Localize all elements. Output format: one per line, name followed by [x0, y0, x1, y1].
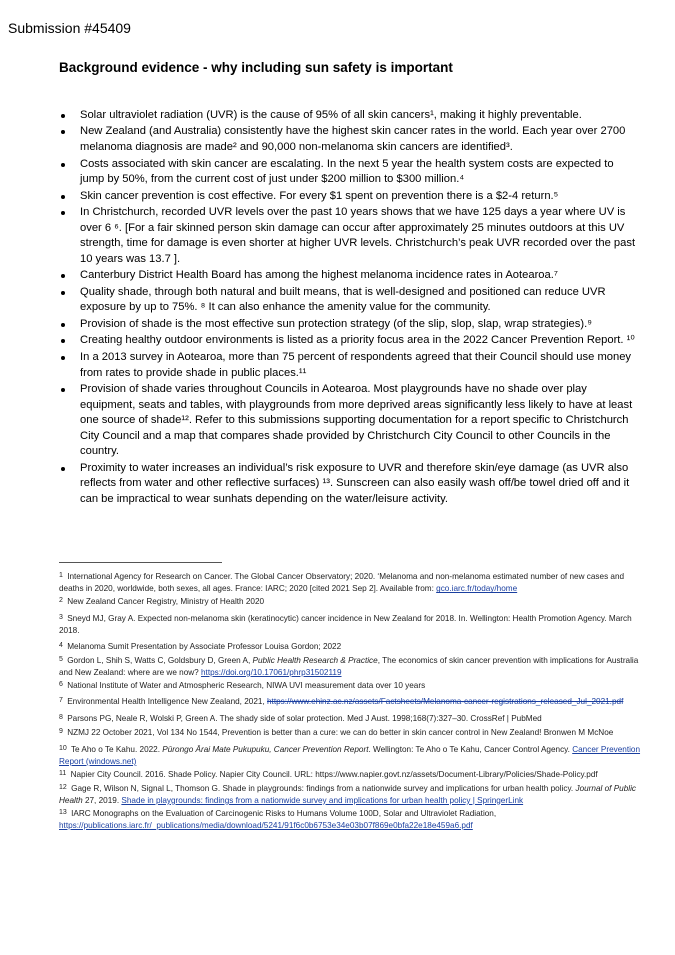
footnote-4 — [59, 641, 649, 653]
footnote-text: , The economics of skin cancer prevention with implications for Australia and New Zealand: where are we now? — [59, 655, 639, 677]
footnote-number: 9 — [59, 727, 63, 735]
footnote-number: 7 — [59, 697, 63, 705]
footnote-text: IARC Monographs on the Evaluation of Carcinogenic Risks to Humans Volume 100D, Solar and Ultraviolet Radiation, — [71, 808, 497, 818]
footnote-divider — [59, 562, 222, 563]
footnote-2 — [59, 596, 649, 608]
footnote-5 — [59, 655, 649, 678]
footnote-6 — [59, 680, 649, 692]
bullet-item: Canterbury District Health Board has among the highest melanoma incidence rates in Aotearoa.⁷ — [60, 268, 638, 284]
footnote-9 — [59, 727, 649, 739]
footnote-number: 4 — [59, 641, 63, 649]
bullet-item: Skin cancer prevention is cost effective. For every $1 spent on prevention there is a $2-4 return.⁵ — [60, 189, 638, 205]
footnote-number: 3 — [59, 613, 63, 621]
footnote-text: . Wellington: Te Aho o Te Kahu, Cancer Control Agency. — [368, 744, 573, 754]
footnote-7 — [59, 696, 649, 708]
bullet-item: Proximity to water increases an individual’s risk exposure to UVR and therefore skin/eye damage (as UVR also reflects from water and other reflective surfaces) ¹³. Sunscreen can also easily wash off/be towel dried off and it can be impractical to wear sunhats depending on the water/leisure activity. — [60, 461, 638, 508]
journal-title: Journal of Public Health — [59, 783, 637, 805]
footnote-8 — [59, 713, 649, 725]
footnotes — [59, 571, 649, 833]
footnote-text: Gordon L, Shih S, Watts C, Goldsbury D, Green A, — [67, 655, 253, 665]
footnote-13 — [59, 808, 649, 831]
footnote-link[interactable]: gco.iarc.fr/today/home — [436, 584, 518, 594]
footnote-number: 6 — [59, 680, 63, 688]
journal-title: Public Health Research & Practice — [252, 655, 378, 665]
bullet-item: In Christchurch, recorded UVR levels over the past 10 years shows that we have 125 days a year where UV is over 6 ⁶. [For a fair skinned person skin damage can occur after approximately 25 minutes outdoors at this UV strength, time for damage is even shorter at higher UVR levels. Christchurch’s peak UVR recorded over the past 10 years was 13.7 ]. — [60, 205, 638, 267]
footnote-text: Sneyd MJ, Gray A. Expected non-melanoma skin (keratinocytic) cancer incidence in New Zealand for 2018. In. Wellington: Health Promotion Agency. March 2018. — [59, 613, 632, 635]
footnote-11 — [59, 769, 649, 781]
footnote-number: 1 — [59, 572, 63, 579]
footnote-text: Parsons PG, Neale R, Wolski P, Green A. The shady side of solar protection. Med J Aust. 1998;168(7):327–30. CrossRef | PubMed — [67, 714, 542, 724]
footnote-link[interactable]: https://doi.org/10.17061/phrp31502119 — [201, 667, 342, 677]
footnote-number: 10 — [59, 744, 67, 752]
footnote-text: Te Aho o Te Kahu. 2022. — [70, 744, 163, 754]
footnote-number: 2 — [59, 597, 63, 604]
bullet-item: New Zealand (and Australia) consistently have the highest skin cancer rates in the world. Each year over 2700 melanoma diagnosis are made² and 90,000 non-melanoma skin cancers are identified³. — [60, 124, 638, 155]
footnote-text: National Institute of Water and Atmospheric Research, NIWA UVI measurement data over 10 years — [67, 680, 426, 690]
footnote-text: Melanoma Sumit Presentation by Associate Professor Louisa Gordon; 2022 — [67, 641, 342, 651]
report-title: Pūrongo Ārai Mate Pukupuku, Cancer Prevention Report — [162, 744, 369, 754]
bullet-item: Provision of shade varies throughout Councils in Aotearoa. Most playgrounds have no shade over play equipment, seats and tables, with playgrounds from more deprived areas significantly less likely to have at least one source of shade¹². Refer to this submissions supporting documentation for a report specific to Christchurch City Council and a map that compares shade provided by Christchurch City Council to other Councils in the country. — [60, 382, 638, 460]
footnote-link[interactable]: https://www.ehinz.ac.nz/assets/Factsheets/Melanoma-cancer-registrations_released_Jul_2021.pdf — [267, 697, 624, 707]
bullet-item: In a 2013 survey in Aotearoa, more than 75 percent of respondents agreed that their Council should use money from rates to provide shade in public places.¹¹ — [60, 350, 638, 381]
footnote-text: Gage R, Wilson N, Signal L, Thomson G. Shade in playgrounds: findings from a nationwide survey and implications for urban health policy. — [71, 783, 576, 793]
footnote-text: Napier City Council. 2016. Shade Policy. Napier City Council. URL: https://www.napier.govt.nz/assets/Document-Library/Policies/Shade-Policy.pdf — [70, 769, 598, 779]
footnote-10 — [59, 744, 649, 767]
section-heading: Background evidence - why including sun safety is important — [59, 60, 453, 75]
footnote-3 — [59, 613, 649, 636]
bullet-item: Solar ultraviolet radiation (UVR) is the cause of 95% of all skin cancers¹, making it highly preventable. — [60, 108, 638, 124]
footnote-1 — [59, 571, 649, 594]
evidence-list — [60, 108, 638, 509]
footnote-12 — [59, 783, 649, 806]
footnote-number: 11 — [59, 769, 67, 777]
bullet-item: Quality shade, through both natural and built means, that is well-designed and positioned can reduce UVR exposure by up to 75%. ⁸ It can also enhance the amenity value for the community. — [60, 285, 638, 316]
submission-number: Submission #45409 — [8, 20, 131, 36]
footnote-number: 8 — [59, 714, 63, 722]
footnote-number: 13 — [59, 808, 67, 816]
footnote-link[interactable]: Shade in playgrounds: findings from a nationwide survey and implications for urban health policy | SpringerLink — [121, 795, 524, 805]
footnote-number: 12 — [59, 783, 67, 791]
footnote-number: 5 — [59, 655, 63, 663]
bullet-item: Creating healthy outdoor environments is listed as a priority focus area in the 2022 Cancer Prevention Report. ¹⁰ — [60, 333, 638, 349]
footnote-text: Environmental Health Intelligence New Zealand, 2021, — [67, 697, 267, 707]
bullet-item: Provision of shade is the most effective sun protection strategy (of the slip, slop, slap, wrap strategies).⁹ — [60, 317, 638, 333]
footnote-link[interactable]: https://publications.iarc.fr/_publications/media/download/5241/91f6c0b6753e34e03b07f869e0bfa22e18e459a6.pdf — [59, 820, 473, 830]
footnote-text: New Zealand Cancer Registry, Ministry of Health 2020 — [67, 597, 265, 606]
footnote-text: 27, 2019. — [82, 795, 122, 805]
bullet-item: Costs associated with skin cancer are escalating. In the next 5 year the health system costs are expected to jump by 50%, from the current cost of just under $200 million to $300 million.⁴ — [60, 157, 638, 188]
footnote-link[interactable]: Cancer Prevention Report (windows.net) — [59, 744, 641, 766]
footnote-text: International Agency for Research on Cancer. The Global Cancer Observatory; 2020. ‘Melanoma and non-melanoma estimated number of new cases and deaths in 2020, worldwide, both sexes, all ages. France: IARC; 2020 [cited 2021 Sep 2]. Available from: — [59, 572, 625, 594]
footnote-text: NZMJ 22 October 2021, Vol 134 No 1544, Prevention is better than a cure: we can do better in skin cancer control in New Zealand! Bronwen M McNoe — [67, 727, 614, 737]
